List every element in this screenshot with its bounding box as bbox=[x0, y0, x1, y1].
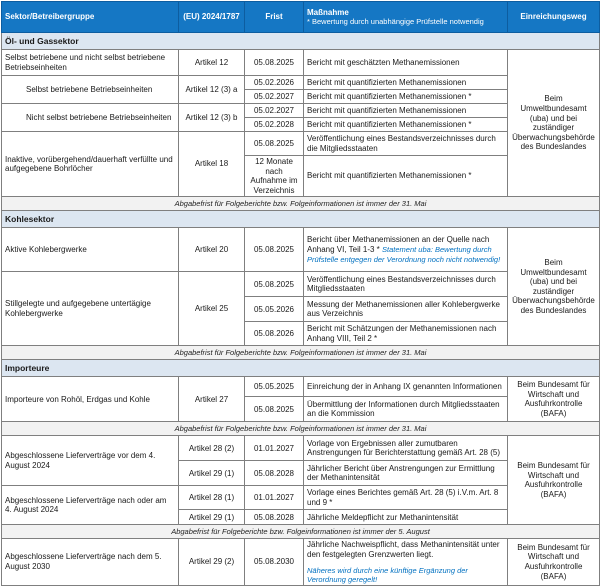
regulation-cell: Artikel 20 bbox=[179, 228, 245, 272]
submission-cell: Beim Umweltbundesamt (uba) und bei zuständiger Überwachungsbehörde des Bundeslandes bbox=[508, 50, 600, 197]
deadline-cell: 05.08.2026 bbox=[245, 322, 304, 346]
measure-cell: Jährliche Meldepflicht zur Methanintensität bbox=[304, 510, 508, 525]
deadline-cell: 01.01.2027 bbox=[245, 486, 304, 510]
submission-cell: Beim Bundesamt für Wirtschaft und Ausfuhrkontrolle (BAFA) bbox=[508, 539, 600, 585]
footnote-row bbox=[2, 197, 600, 211]
measure-cell: Vorlage von Ergebnissen aller zumutbaren Anstrengungen für Berichterstattung gemäß Art. 28 (5) bbox=[304, 436, 508, 461]
measure-cell: Bericht mit quantifizierten Methanemissionen bbox=[304, 104, 508, 118]
regulation-cell: Artikel 28 (1) bbox=[179, 486, 245, 510]
regulation-cell: Artikel 12 (3) b bbox=[179, 104, 245, 132]
measure-text: Jährliche Nachweispflicht, dass Methanintensität unter den festgelegten Grenzwerten liegt. bbox=[307, 540, 500, 559]
sector-cell: Aktive Kohlebergwerke bbox=[2, 228, 179, 272]
column-header-deadline: Frist bbox=[245, 2, 304, 33]
footnote-text: Abgabefrist für Folgeberichte bzw. Folgeinformationen ist immer der 31. Mai bbox=[2, 346, 600, 360]
deadline-cell: 05.08.2028 bbox=[245, 461, 304, 486]
footnote-text: Abgabefrist für Folgeberichte bzw. Folgeinformationen ist immer der 5. August bbox=[2, 525, 600, 539]
measure-cell: Bericht mit quantifizierten Methanemissionen * bbox=[304, 118, 508, 132]
measure-cell: Vorlage eines Berichtes gemäß Art. 28 (5) i.V.m. Art. 8 und 9 * bbox=[304, 486, 508, 510]
sector-cell: Nicht selbst betriebene Betriebseinheiten bbox=[2, 104, 179, 132]
deadline-cell: 12 Monate nach Aufnahme im Verzeichnis bbox=[245, 156, 304, 197]
regulation-cell: Artikel 12 (3) a bbox=[179, 76, 245, 104]
section-title: Öl- und Gassektor bbox=[2, 33, 600, 50]
submission-cell: Beim Umweltbundesamt (uba) und bei zuständiger Überwachungsbehörde des Bundeslandes bbox=[508, 228, 600, 346]
deadline-cell: 05.08.2025 bbox=[245, 132, 304, 156]
measure-cell: Veröffentlichung eines Bestandsverzeichnisses durch Mitgliedsstaaten bbox=[304, 272, 508, 297]
sector-cell: Selbst betriebene Betriebseinheiten bbox=[2, 76, 179, 104]
deadline-cell: 05.02.2027 bbox=[245, 104, 304, 118]
measure-cell: Bericht mit Schätzungen der Methanemissionen nach Anhang VIII, Teil 2 * bbox=[304, 322, 508, 346]
measure-cell bbox=[304, 228, 508, 272]
column-header-regulation: (EU) 2024/1787 bbox=[179, 2, 245, 33]
regulation-cell: Artikel 29 (1) bbox=[179, 461, 245, 486]
footnote-row bbox=[2, 525, 600, 539]
column-header-submission: Einreichungsweg bbox=[508, 2, 600, 33]
measure-cell: Bericht mit geschätzten Methanemissionen bbox=[304, 50, 508, 76]
regulation-cell: Artikel 28 (2) bbox=[179, 436, 245, 461]
section-title: Importeure bbox=[2, 360, 600, 377]
measure-cell: Bericht mit quantifizierten Methanemissionen bbox=[304, 76, 508, 90]
deadline-cell: 05.08.2025 bbox=[245, 228, 304, 272]
regulation-cell: Artikel 18 bbox=[179, 132, 245, 197]
deadline-cell: 05.08.2025 bbox=[245, 272, 304, 297]
regulation-cell: Artikel 25 bbox=[179, 272, 245, 346]
column-header-measure bbox=[304, 2, 508, 33]
table-row bbox=[2, 539, 600, 585]
measure-cell bbox=[304, 539, 508, 585]
submission-cell: Beim Bundesamt für Wirtschaft und Ausfuhrkontrolle (BAFA) bbox=[508, 377, 600, 422]
deadline-cell: 05.08.2028 bbox=[245, 510, 304, 525]
deadline-cell: 05.02.2028 bbox=[245, 118, 304, 132]
section-importers bbox=[2, 360, 600, 377]
methane-regulation-table bbox=[1, 1, 600, 586]
deadline-cell: 05.08.2025 bbox=[245, 50, 304, 76]
measure-header-title: Maßnahme bbox=[307, 7, 349, 17]
section-coal bbox=[2, 211, 600, 228]
measure-cell: Bericht mit quantifizierten Methanemissionen * bbox=[304, 90, 508, 104]
deadline-cell: 05.08.2030 bbox=[245, 539, 304, 585]
table-row bbox=[2, 228, 600, 272]
table-row bbox=[2, 377, 600, 397]
deadline-cell: 05.02.2027 bbox=[245, 90, 304, 104]
deadline-cell: 05.08.2025 bbox=[245, 397, 304, 422]
measure-cell: Messung der Methanemissionen aller Kohlebergwerke aus Verzeichnis bbox=[304, 297, 508, 322]
measure-header-footnote: * Bewertung durch unabhängige Prüfstelle notwendig bbox=[307, 17, 484, 27]
table-header-row bbox=[2, 2, 600, 33]
table-row bbox=[2, 50, 600, 76]
sector-cell: Importeure von Rohöl, Erdgas und Kohle bbox=[2, 377, 179, 422]
footnote-text: Abgabefrist für Folgeberichte bzw. Folgeinformationen ist immer der 31. Mai bbox=[2, 197, 600, 211]
footnote-row bbox=[2, 422, 600, 436]
measure-cell: Bericht mit quantifizierten Methanemissionen * bbox=[304, 156, 508, 197]
sector-cell: Inaktive, vorübergehend/dauerhaft verfüllte und aufgegebene Bohrlöcher bbox=[2, 132, 179, 197]
measure-cell: Veröffentlichung eines Bestandsverzeichnisses durch die Mitgliedsstaaten bbox=[304, 132, 508, 156]
uba-statement-note: Statement uba: Bewertung durch Prüfstelle entgegen der Verordnung noch nicht notwendig! bbox=[307, 245, 501, 264]
section-oil-gas bbox=[2, 33, 600, 50]
regulation-cell: Artikel 29 (2) bbox=[179, 539, 245, 585]
measure-cell: Jährlicher Bericht über Anstrengungen zur Ermittlung der Methanintensität bbox=[304, 461, 508, 486]
future-regulation-note: Näheres wird durch eine künftige Ergänzung der Verordnung geregelt! bbox=[307, 565, 468, 584]
deadline-cell: 01.01.2027 bbox=[245, 436, 304, 461]
sector-cell: Stillgelegte und aufgegebene untertägige Kohlebergwerke bbox=[2, 272, 179, 346]
measure-text: Bericht über Methanemissionen an der Quelle nach Anhang VI, Teil 1-3 * bbox=[307, 235, 490, 255]
table-row bbox=[2, 436, 600, 461]
deadline-cell: 05.05.2026 bbox=[245, 297, 304, 322]
column-header-sector: Sektor/Betreibergruppe bbox=[2, 2, 179, 33]
sector-cell: Selbst betriebene und nicht selbst betriebene Betriebseinheiten bbox=[2, 50, 179, 76]
regulation-cell: Artikel 12 bbox=[179, 50, 245, 76]
section-title: Kohlesektor bbox=[2, 211, 600, 228]
deadline-cell: 05.02.2026 bbox=[245, 76, 304, 90]
sector-cell: Abgeschlossene Lieferverträge nach oder am 4. August 2024 bbox=[2, 486, 179, 525]
submission-cell: Beim Bundesamt für Wirtschaft und Ausfuhrkontrolle (BAFA) bbox=[508, 436, 600, 525]
regulation-cell: Artikel 27 bbox=[179, 377, 245, 422]
footnote-row bbox=[2, 346, 600, 360]
measure-cell: Einreichung der in Anhang IX genannten Informationen bbox=[304, 377, 508, 397]
regulation-cell: Artikel 29 (1) bbox=[179, 510, 245, 525]
footnote-text: Abgabefrist für Folgeberichte bzw. Folgeinformationen ist immer der 31. Mai bbox=[2, 422, 600, 436]
sector-cell: Abgeschlossene Lieferverträge nach dem 5. August 2030 bbox=[2, 539, 179, 585]
measure-cell: Übermittlung der Informationen durch Mitgliedsstaaten an die Kommission bbox=[304, 397, 508, 422]
sector-cell: Abgeschlossene Lieferverträge vor dem 4. August 2024 bbox=[2, 436, 179, 486]
deadline-cell: 05.05.2025 bbox=[245, 377, 304, 397]
